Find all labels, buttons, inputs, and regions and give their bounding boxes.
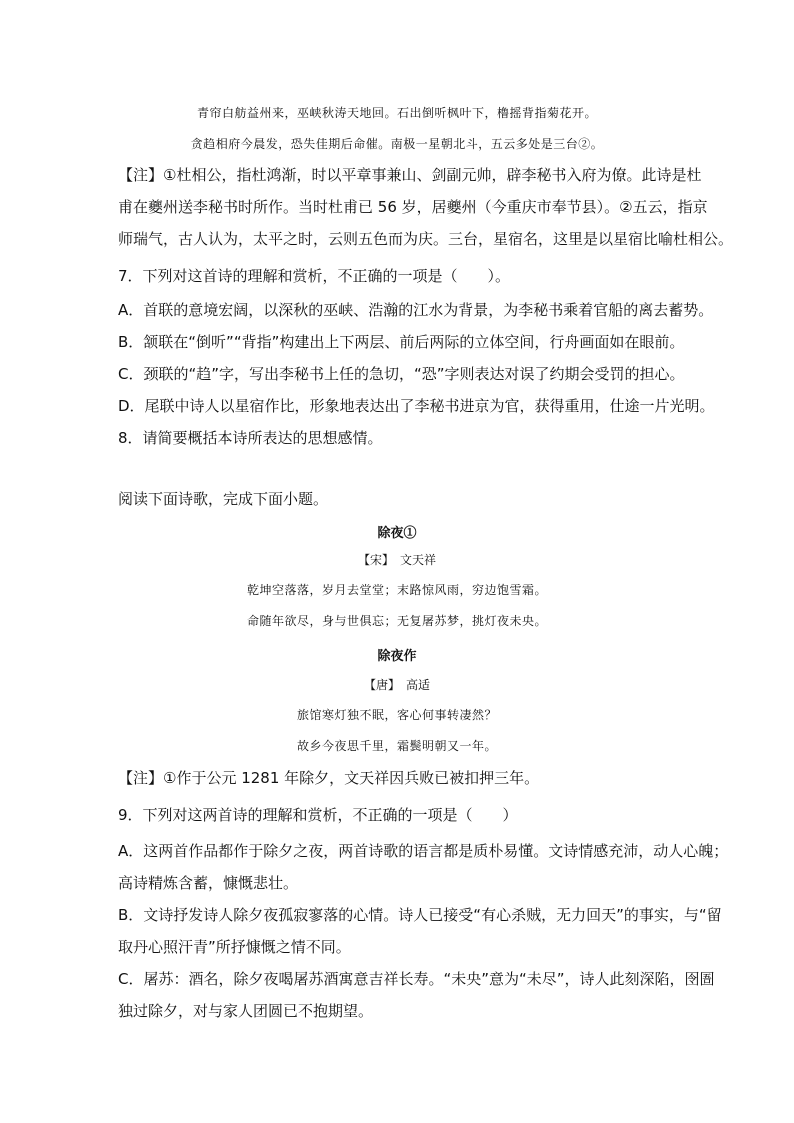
question-9-stem: 9．下列对这两首诗的理解和赏析，不正确的一项是（ ） bbox=[118, 806, 518, 824]
poem2-title: 除夜① bbox=[377, 526, 417, 541]
poem3-line1: 旅馆寒灯独不眠，客心何事转凄然？ bbox=[296, 708, 497, 722]
poem2-line2: 命随年欲尽，身与世俱忘；无复屠苏梦，挑灯夜未央。 bbox=[246, 614, 547, 628]
poem3-author: 【唐】 高适 bbox=[363, 678, 430, 692]
reading-intro: 阅读下面诗歌，完成下面小题。 bbox=[118, 490, 329, 508]
question-7-option-b: B．颔联在“倒听”“背指”构建出上下两层、前后两际的立体空间，行舟画面如在眼前。 bbox=[118, 333, 685, 351]
note1-line2: 甫在夔州送李秘书时所作。当时杜甫已 56 岁，居夔州（今重庆市奉节县）。②五云，指京 bbox=[118, 198, 708, 216]
question-7-stem: 7．下列对这首诗的理解和赏析，不正确的一项是（ ）。 bbox=[118, 267, 511, 285]
question-9-option-c-line1: C．屠苏：酒名，除夕夜喝屠苏酒寓意吉祥长寿。“未央”意为“未尽”，诗人此刻深陷，囹圄 bbox=[118, 970, 715, 988]
poem1-line1: 青帘白舫益州来，巫峡秋涛天地回。石出倒听枫叶下，橹摇背指菊花开。 bbox=[196, 106, 597, 120]
question-9-option-b-line2: 取丹心照汗青”所抒慷慨之情不同。 bbox=[118, 938, 351, 956]
note1-line1: 【注】①杜相公，指杜鸿渐，时以平章事兼山、剑副元帅，辟李秘书入府为僚。此诗是杜 bbox=[118, 166, 702, 184]
poem3-line2: 故乡今夜思千里，霜鬓明朝又一年。 bbox=[296, 739, 497, 753]
note1-line3: 师瑞气，古人认为，太平之时，云则五色而为庆。三台，星宿名，这里是以星宿比喻杜相公。 bbox=[118, 230, 734, 248]
question-9-option-c-line2: 独过除夕，对与家人团圆已不抱期望。 bbox=[118, 1002, 374, 1020]
question-7-option-a: A．首联的意境宏阔，以深秋的巫峡、浩瀚的江水为背景，为李秘书乘着官船的离去蓄势。 bbox=[118, 301, 714, 319]
question-8-stem: 8．请简要概括本诗所表达的思想感情。 bbox=[118, 429, 383, 447]
question-9-option-a-line2: 高诗精炼含蓄，慷慨悲壮。 bbox=[118, 874, 299, 892]
poem2-line1: 乾坤空落落，岁月去堂堂；末路惊风雨，穷边饱雪霜。 bbox=[246, 583, 547, 597]
question-9-option-a-line1: A．这两首作品都作于除夕之夜，两首诗歌的语言都是质朴易懂。文诗情感充沛，动人心魄； bbox=[118, 842, 729, 860]
poem1-line2: 贪趋相府今晨发，恐失佳期后命催。南极一星朝北斗，五云多处是三台②。 bbox=[190, 137, 604, 151]
poem2-author: 【宋】 文天祥 bbox=[357, 553, 436, 567]
question-7-option-d: D．尾联中诗人以星宿作比，形象地表达出了李秘书进京为官，获得重用，仕途一片光明。 bbox=[118, 397, 715, 415]
question-9-option-b-line1: B．文诗抒发诗人除夕夜孤寂寥落的心情。诗人已接受“有心杀贼，无力回天”的事实，与“留 bbox=[118, 906, 722, 924]
poem3-title: 除夜作 bbox=[377, 649, 417, 664]
note2: 【注】①作于公元 1281 年除夕，文天祥因兵败已被扣押三年。 bbox=[118, 769, 540, 787]
question-7-option-c: C．颈联的“趋”字，写出李秘书上任的急切，“恐”字则表达对误了约期会受罚的担心。 bbox=[118, 365, 685, 383]
